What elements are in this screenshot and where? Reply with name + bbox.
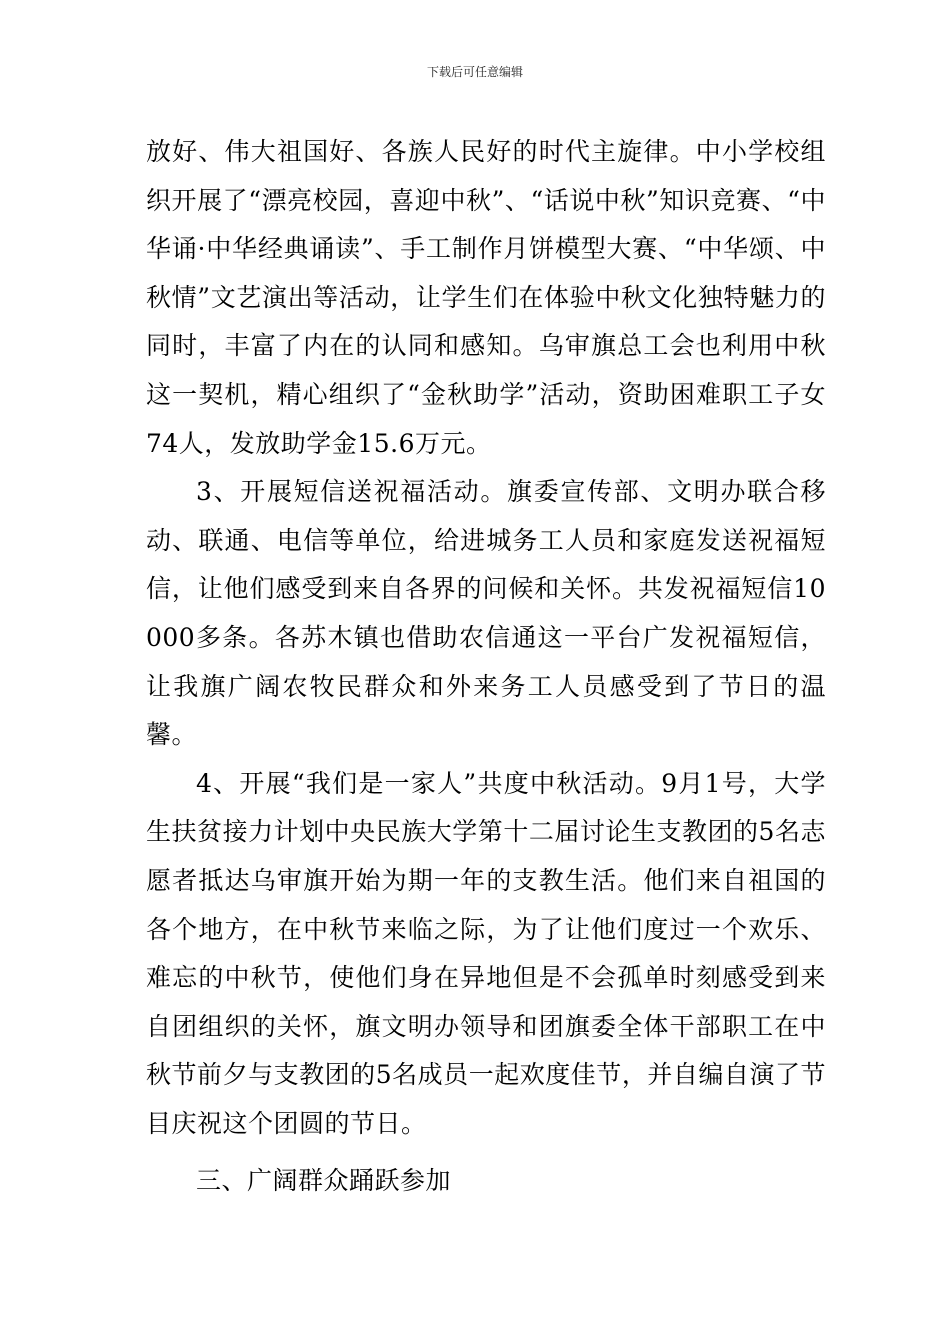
paragraph-item-4: 4、开展“我们是一家人”共度中秋活动。9月1号，大学生扶贫接力计划中央民族大学第十二届讨论生支教团的5名志愿者抵达乌审旗开始为期一年的支教生活。他们来自祖国的各个地方，在中秋节来临之际，为了让他们度过一个欢乐、难忘的中秋节，使他们身在异地但是不会孤单时刻感受到来自团组织的关怀，旗文明办领导和团旗委全体干部职工在中秋节前夕与支教团的5名成员一起欢度佳节，并自编自演了节目庆祝这个团圆的节日。 [146, 768, 826, 1138]
section-heading: 三、广阔群众踊跃参加 [196, 1166, 452, 1196]
document-body [146, 128, 826, 1206]
paragraph-item-3: 3、开展短信送祝福活动。旗委宣传部、文明办联合移动、联通、电信等单位，给进城务工人员和家庭发送祝福短信，让他们感受到来自各界的问候和关怀。共发祝福短信10000多条。各苏木镇也借助农信通这一平台广发祝福短信，让我旗广阔农牧民群众和外来务工人员感受到了节日的温馨。 [146, 477, 826, 750]
paragraph-continuation: 放好、伟大祖国好、各族人民好的时代主旋律。中小学校组织开展了“漂亮校园，喜迎中秋”、“话说中秋”知识竞赛、“中华诵·中华经典诵读”、手工制作月饼模型大赛、“中华颂、中秋情”文艺演出等活动，让学生们在体验中秋文化独特魅力的同时，丰富了内在的认同和感知。乌审旗总工会也利用中秋这一契机，精心组织了“金秋助学”活动，资助困难职工子女74人，发放助学金15.6万元。 [146, 137, 826, 458]
page-header: 下载后可任意编辑 [426, 65, 523, 79]
